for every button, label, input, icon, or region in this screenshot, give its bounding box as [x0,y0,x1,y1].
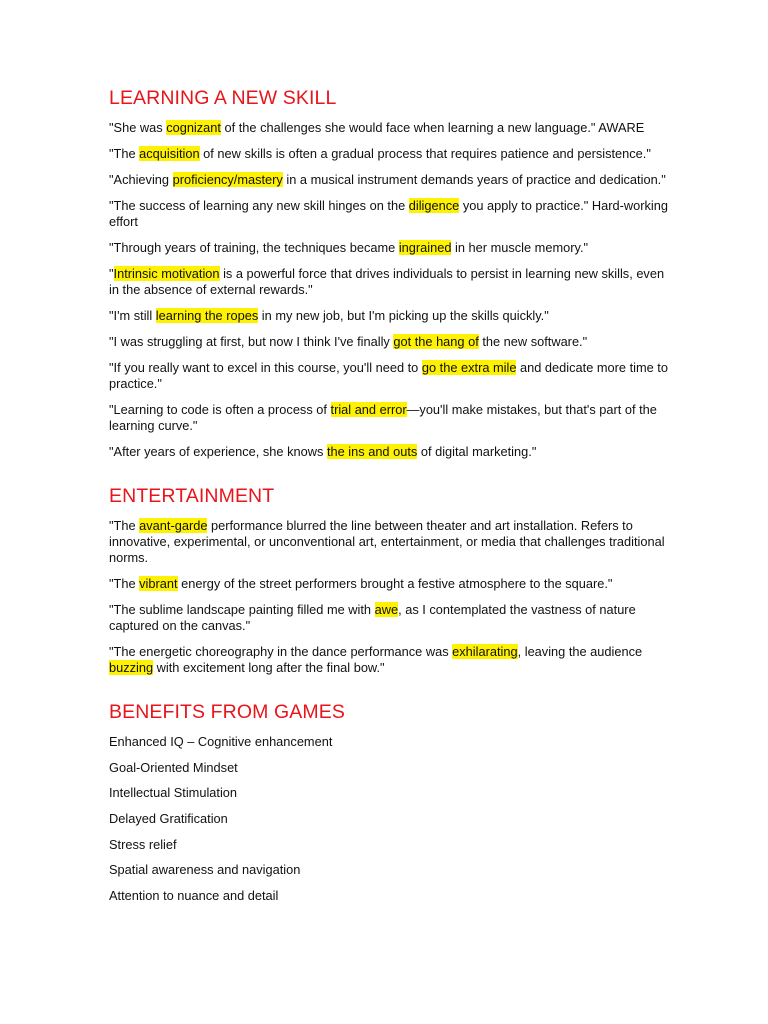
highlighted-term: acquisition [139,146,200,161]
highlighted-term: buzzing [109,660,154,675]
sentence-text: "If you really want to excel in this course, you'll need to [109,360,422,375]
sentence-text: —you'll make mistakes, but that's part of the learning curve." [109,402,657,433]
example-sentence [109,518,668,566]
highlighted-term: cognizant [166,120,221,135]
example-sentence [109,198,668,230]
sentence-text: the new software." [478,334,588,349]
highlighted-term: awe [374,602,399,617]
sentence-text: in my new job, but I'm picking up the skills quickly." [258,308,549,323]
sentence-text: is a powerful force that drives individuals to persist in learning new skills, even in the absence of external rewards." [109,266,665,297]
sentence-text: "The energetic choreography in the dance performance was [109,644,453,659]
benefit-item: Enhanced IQ – Cognitive enhancement [109,734,333,749]
sentence-text: with excitement long after the final bow." [153,660,385,675]
sentence-text: "Through years of training, the techniques became [109,240,399,255]
benefit-list [109,734,668,904]
highlighted-term: learning the ropes [155,308,259,323]
example-sentence [109,240,668,256]
sentence-text: "I was struggling at first, but now I think I've finally [109,334,394,349]
example-sentence [109,644,668,676]
benefit-item: Stress relief [109,836,177,852]
benefit-item: Attention to nuance and detail [109,888,279,904]
sentence-text: , as I contemplated the vastness of nature captured on the canvas." [109,602,636,633]
sentence-text: "The [109,518,140,533]
highlighted-term: got the hang of [393,334,479,349]
benefit-item: Goal-Oriented Mindset [109,759,238,775]
sentence-text: " [109,266,114,281]
sentence-text: performance blurred the line between theater and art installation. Refers to innovative, experimental, or unconventional art, entertainment, or media that challenges traditional norms. [109,518,665,565]
sentence-text: "The [109,146,140,161]
example-sentence [109,360,668,392]
example-sentence [109,602,668,634]
example-sentence [109,266,668,298]
section-games [109,700,668,904]
section-heading: LEARNING A NEW SKILL [109,87,337,109]
example-sentence [109,576,668,592]
example-sentence [109,334,668,350]
highlighted-term: avant-garde [139,518,208,533]
sentence-text: in her muscle memory." [451,240,589,255]
sentence-text: you apply to practice." Hard-working effort [109,198,668,229]
example-sentence [109,308,668,324]
benefit-item: Intellectual Stimulation [109,785,238,801]
sentence-text: "The [109,576,140,591]
example-sentence [109,120,668,136]
sentence-text: "Learning to code is often a process of [109,402,331,417]
sentence-text: of the challenges she would face when learning a new language." AWARE [220,120,645,135]
sentence-text: , leaving the audience [517,644,643,659]
highlighted-term: vibrant [139,576,178,591]
sentence-text: in a musical instrument demands years of practice and dedication." [282,172,666,187]
example-sentence [109,444,668,460]
sentence-text: of new skills is often a gradual process that requires patience and persistence." [199,146,651,161]
sentence-text: "I'm still [109,308,156,323]
sentence-text: and dedicate more time to practice." [109,360,668,391]
paragraph-list [109,120,668,460]
sentence-text: "The sublime landscape painting filled me with [109,602,375,617]
sentence-text: "After years of experience, she knows [109,444,327,459]
highlighted-term: diligence [408,198,460,213]
section-entertainment [109,484,668,676]
section-heading: BENEFITS FROM GAMES [109,701,345,723]
sentence-text: of digital marketing." [417,444,537,459]
highlighted-term: the ins and outs [326,444,418,459]
sentence-text: "The success of learning any new skill hinges on the [109,198,409,213]
section-learning [109,86,668,460]
benefit-item: Delayed Gratification [109,811,228,827]
highlighted-term: Intrinsic motivation [113,266,220,281]
sentence-text: "Achieving [109,172,173,187]
example-sentence [109,172,668,188]
benefit-item: Spatial awareness and navigation [109,862,301,878]
highlighted-term: exhilarating [452,644,518,659]
paragraph-list [109,518,668,676]
section-heading: ENTERTAINMENT [109,485,275,507]
sentence-text: "She was [109,120,167,135]
example-sentence [109,146,668,162]
example-sentence [109,402,668,434]
sentence-text: energy of the street performers brought a festive atmosphere to the square." [177,576,613,591]
highlighted-term: go the extra mile [421,360,517,375]
highlighted-term: trial and error [330,402,407,417]
highlighted-term: ingrained [398,240,452,255]
highlighted-term: proficiency/mastery [172,172,283,187]
